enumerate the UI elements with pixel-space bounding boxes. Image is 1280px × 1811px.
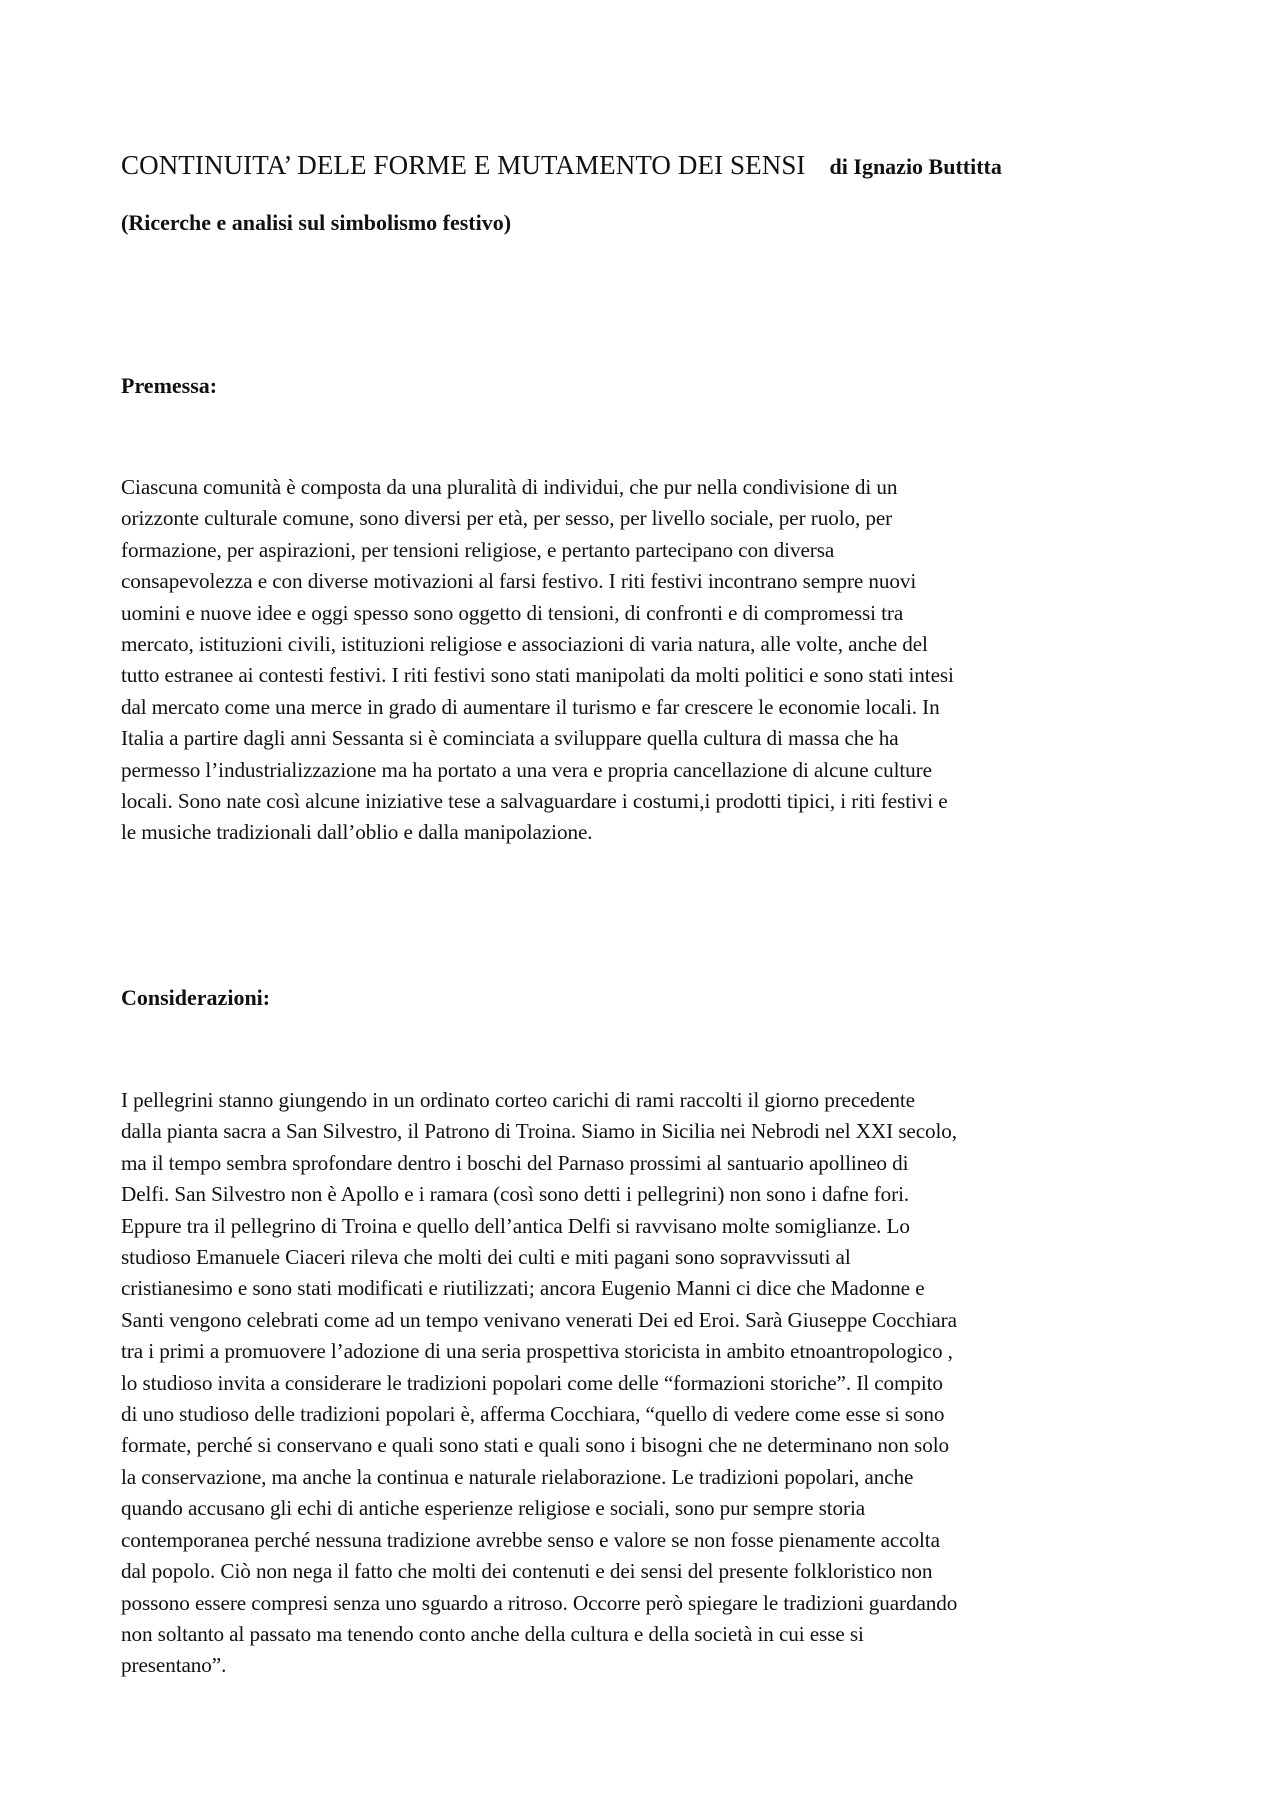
text-line: Delfi. San Silvestro non è Apollo e i ramara (così sono detti i pellegrini) non sono i dafne fori. [121, 1182, 910, 1207]
text-line: di uno studioso delle tradizioni popolari è, afferma Cocchiara, “quello di vedere come esse si sono [121, 1402, 945, 1427]
document-title: CONTINUITA’ DELE FORME E MUTAMENTO DEI SENSI [121, 150, 806, 180]
section-paragraph-premessa [121, 472, 1171, 849]
text-line: dalla pianta sacra a San Silvestro, il Patrono di Troina. Siamo in Sicilia nei Nebrodi nel XXI secolo, [121, 1119, 957, 1144]
text-line: consapevolezza e con diverse motivazioni al farsi festivo. I riti festivi incontrano sempre nuovi [121, 569, 917, 594]
text-line: quando accusano gli echi di antiche esperienze religiose e sociali, sono pur sempre storia [121, 1496, 866, 1521]
text-line: uomini e nuove idee e oggi spesso sono oggetto di tensioni, di confronti e di compromessi tra [121, 600, 904, 625]
text-line: presentano”. [121, 1653, 227, 1678]
text-line: permesso l’industrializzazione ma ha portato a una vera e propria cancellazione di alcune culture [121, 757, 932, 782]
text-line: Eppure tra il pellegrino di Troina e quello dell’antica Delfi si ravvisano molte somiglianze. Lo [121, 1213, 910, 1238]
text-line: studioso Emanuele Ciaceri rileva che molti dei culti e miti pagani sono sopravvissuti al [121, 1245, 851, 1270]
text-line: formazione, per aspirazioni, per tensioni religiose, e pertanto partecipano con diversa [121, 537, 835, 562]
text-line: non soltanto al passato ma tenendo conto anche della cultura e della società in cui esse si [121, 1621, 864, 1646]
text-line: Italia a partire dagli anni Sessanta si è cominciata a sviluppare quella cultura di massa che ha [121, 726, 899, 751]
text-line: possono essere compresi senza uno sguardo a ritroso. Occorre però spiegare le tradizioni guardando [121, 1590, 958, 1615]
title-line [121, 150, 1181, 181]
text-line: ma il tempo sembra sprofondare dentro i boschi del Parnaso prossimi al santuario apollineo di [121, 1150, 909, 1175]
text-line: Santi vengono celebrati come ad un tempo venivano venerati Dei ed Eroi. Sarà Giuseppe Cocchiara [121, 1307, 957, 1332]
text-line: I pellegrini stanno giungendo in un ordinato corteo carichi di rami raccolti il giorno precedente [121, 1088, 915, 1112]
text-line: dal popolo. Ciò non nega il fatto che molti dei contenuti e dei sensi del presente folkloristico non [121, 1559, 933, 1584]
section-heading-premessa: Premessa: [121, 373, 218, 398]
text-line: lo studioso invita a considerare le tradizioni popolari come delle “formazioni storiche”. Il compito [121, 1370, 943, 1395]
section-heading-considerazioni: Considerazioni: [121, 985, 271, 1010]
text-line: formate, perché si conservano e quali sono stati e quali sono i bisogni che ne determinano non solo [121, 1433, 949, 1458]
document-subtitle: (Ricerche e analisi sul simbolismo festivo) [121, 210, 512, 235]
section-paragraph-considerazioni [121, 1085, 1171, 1682]
text-line: mercato, istituzioni civili, istituzioni religiose e associazioni di varia natura, alle volte, anche del [121, 632, 928, 657]
text-line: tutto estranee ai contesti festivi. I riti festivi sono stati manipolati da molti politici e sono stati intesi [121, 663, 954, 688]
text-line: dal mercato come una merce in grado di aumentare il turismo e far crescere le economie locali. In [121, 694, 940, 719]
text-line: orizzonte culturale comune, sono diversi per età, per sesso, per livello sociale, per ruolo, per [121, 506, 893, 531]
text-line: cristianesimo e sono stati modificati e riutilizzati; ancora Eugenio Manni ci dice che Madonne e [121, 1276, 925, 1301]
document-author: di Ignazio Buttitta [829, 154, 1002, 179]
text-line: locali. Sono nate così alcune iniziative tese a salvaguardare i costumi,i prodotti tipici, i riti festivi e [121, 789, 948, 814]
text-line: le musiche tradizionali dall’oblio e dalla manipolazione. [121, 820, 593, 845]
text-line: Ciascuna comunità è composta da una pluralità di individui, che pur nella condivisione di un [121, 475, 898, 499]
text-line: la conservazione, ma anche la continua e naturale rielaborazione. Le tradizioni popolari, anche [121, 1464, 914, 1489]
text-line: tra i primi a promuovere l’adozione di una seria prospettiva storicista in ambito etnoantropologico , [121, 1339, 953, 1364]
text-line: contemporanea perché nessuna tradizione avrebbe senso e valore se non fosse pienamente accolta [121, 1527, 940, 1552]
